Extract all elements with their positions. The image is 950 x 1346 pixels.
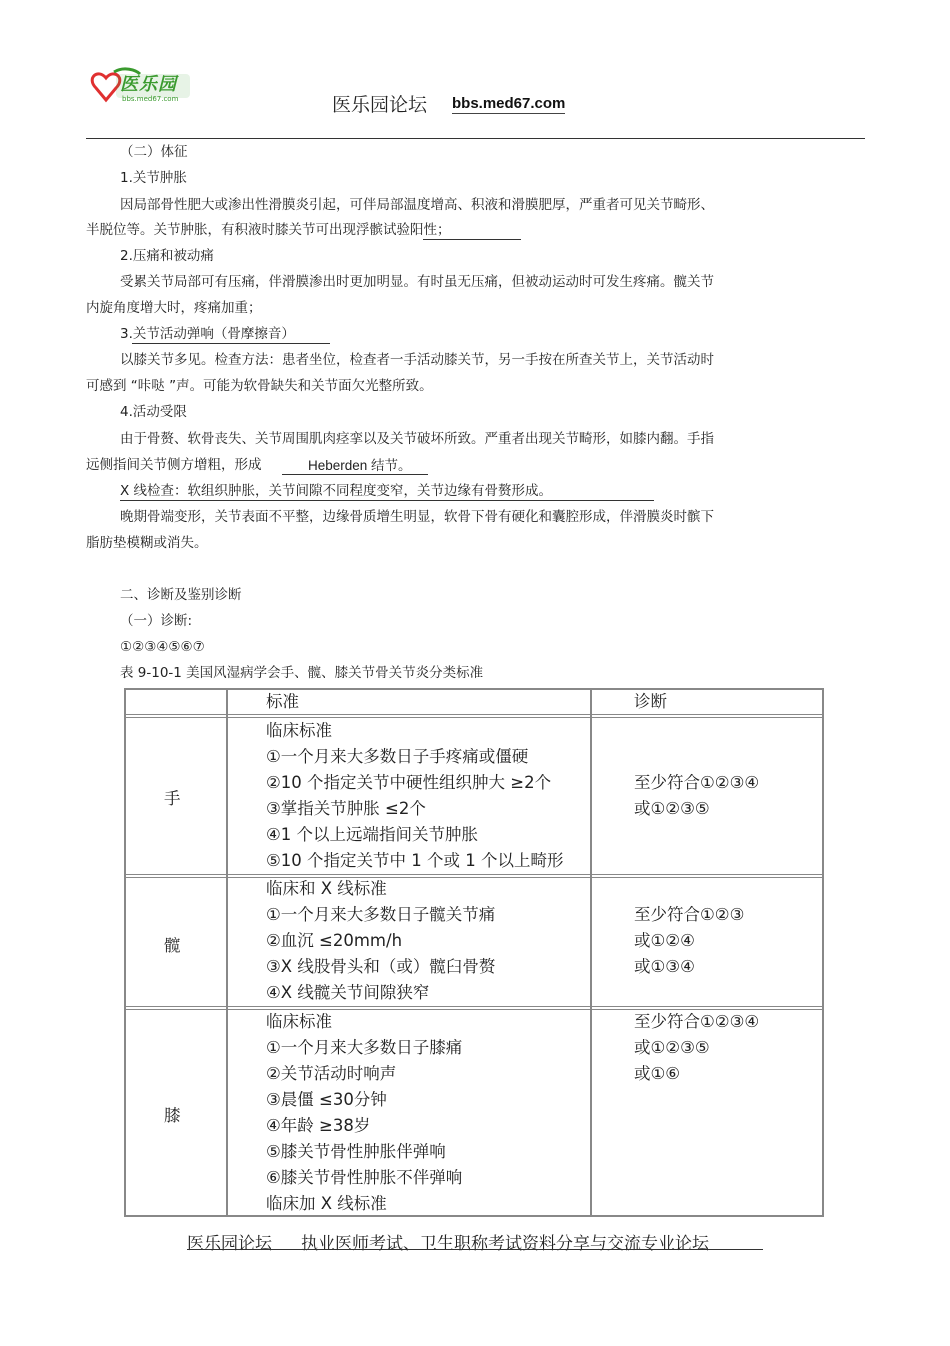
item3-title: 3.关节活动弹响（骨摩擦音） [120, 326, 295, 342]
item1-title: 1.关节肿胀 [120, 170, 187, 186]
item4-line1: 由于骨赘、软骨丧失、关节周围肌肉痉挛以及关节破坏所致。严重者出现关节畸形，如膝内翻。手指 [120, 431, 714, 447]
diag-subheading: （一）诊断: [120, 613, 193, 629]
criteria-line: ②10 个指定关节中硬性组织肿大 ≥2个 [266, 773, 552, 792]
table-header-diagnosis: 诊断 [634, 692, 667, 711]
underline [132, 343, 330, 344]
table-header-criteria: 标准 [266, 692, 299, 711]
diag-numbers: ①②③④⑤⑥⑦ [120, 639, 205, 655]
underline [423, 239, 521, 240]
item2-line1: 受累关节局部可有压痛，伴滑膜渗出时更加明显。有时虽无压痛，但被动运动时可发生疼痛。髋关节 [120, 274, 714, 290]
criteria-line: ①一个月来大多数日子髋关节痛 [266, 905, 496, 924]
diagnosis-line: 至少符合①②③④ [634, 773, 760, 792]
criteria-line: ③掌指关节肿胀 ≤2个 [266, 799, 426, 818]
xray-line: X 线检查：软组织肿胀，关节间隙不同程度变窄，关节边缘有骨赘形成。 [120, 483, 553, 499]
criteria-line: 临床标准 [266, 1012, 332, 1031]
site-url-link[interactable]: bbs.med67.com [452, 95, 566, 112]
logo-subtext: bbs.med67.com [122, 95, 179, 103]
diagnosis-line: 或①②③⑤ [634, 1038, 710, 1057]
late-line2: 脂肪垫模糊或消失。 [86, 535, 208, 551]
item1-line2: 半脱位等。关节肿胀，有积液时膝关节可出现浮髌试验阳性； [86, 222, 451, 238]
criteria-line: 临床标准 [266, 721, 332, 740]
diagnosis-line: 至少符合①②③ [634, 905, 745, 924]
diagnosis-line: 或①③④ [634, 957, 695, 976]
header-divider [86, 138, 865, 139]
row-joint-hip: 髋 [164, 936, 181, 955]
criteria-line: ②血沉 ≤20mm/h [266, 931, 403, 950]
diagnosis-line: 或①⑥ [634, 1064, 681, 1083]
signs-heading: （二）体征 [120, 144, 188, 160]
item3-line2: 可感到 “咔哒 ”声。可能为软骨缺失和关节面欠光整所致。 [86, 378, 433, 394]
criteria-line: 临床加 X 线标准 [266, 1194, 387, 1213]
criteria-line: ④X 线髋关节间隙狭窄 [266, 983, 430, 1002]
criteria-line: ③X 线股骨头和（或）髋臼骨赘 [266, 957, 496, 976]
criteria-line: ⑤膝关节骨性肿胀伴弹响 [266, 1142, 446, 1161]
site-name[interactable]: 医乐园论坛 [332, 94, 428, 116]
criteria-line: ②关节活动时响声 [266, 1064, 397, 1083]
criteria-line: ④1 个以上远端指间关节肿胀 [266, 825, 479, 844]
diagnosis-line: 或①②④ [634, 931, 695, 950]
row-joint-knee: 膝 [164, 1106, 181, 1125]
item1-line1: 因局部骨性肥大或渗出性滑膜炎引起，可伴局部温度增高、积液和滑膜肥厚，严重者可见关节畸形、 [120, 197, 714, 213]
item4-line2a: 远侧指间关节侧方增粗，形成 [86, 457, 262, 473]
logo-text: 医乐园 [120, 74, 177, 95]
row-joint-hand: 手 [164, 789, 181, 808]
footer-underline [187, 1249, 763, 1250]
diag-heading: 二、诊断及鉴别诊断 [120, 587, 242, 603]
criteria-line: ⑤10 个指定关节中 1 个或 1 个以上畸形 [266, 851, 564, 870]
criteria-table [124, 688, 824, 1217]
footer-slogan: 执业医师考试、卫生职称考试资料分享与交流专业论坛 [301, 1234, 709, 1254]
underline [282, 474, 428, 475]
item4-title: 4.活动受限 [120, 404, 187, 420]
item4-line2b: Heberden 结节。 [308, 458, 412, 473]
item3-line1: 以膝关节多见。检查方法：患者坐位，检查者一手活动膝关节，另一手按在所查关节上，关节活动时 [120, 352, 714, 368]
criteria-line: 临床和 X 线标准 [266, 879, 387, 898]
footer-site-link[interactable]: 医乐园论坛 [187, 1234, 272, 1254]
item2-line2: 内旋角度增大时，疼痛加重； [86, 300, 262, 316]
criteria-line: ③晨僵 ≤30分钟 [266, 1090, 387, 1109]
underline [120, 500, 654, 501]
criteria-line: ①一个月来大多数日子手疼痛或僵硬 [266, 747, 529, 766]
diagnosis-line: 至少符合①②③④ [634, 1012, 760, 1031]
late-line1: 晚期骨端变形，关节表面不平整，边缘骨质增生明显，软骨下骨有硬化和囊腔形成，伴滑膜炎时髌下 [120, 509, 714, 525]
criteria-line: ④年龄 ≥38岁 [266, 1116, 371, 1135]
criteria-line: ①一个月来大多数日子膝痛 [266, 1038, 463, 1057]
table-caption: 表 9-10-1 美国风湿病学会手、髋、膝关节骨关节炎分类标准 [120, 665, 484, 681]
diagnosis-line: 或①②③⑤ [634, 799, 710, 818]
criteria-line: ⑥膝关节骨性肿胀不伴弹响 [266, 1168, 463, 1187]
item2-title: 2.压痛和被动痛 [120, 248, 214, 264]
